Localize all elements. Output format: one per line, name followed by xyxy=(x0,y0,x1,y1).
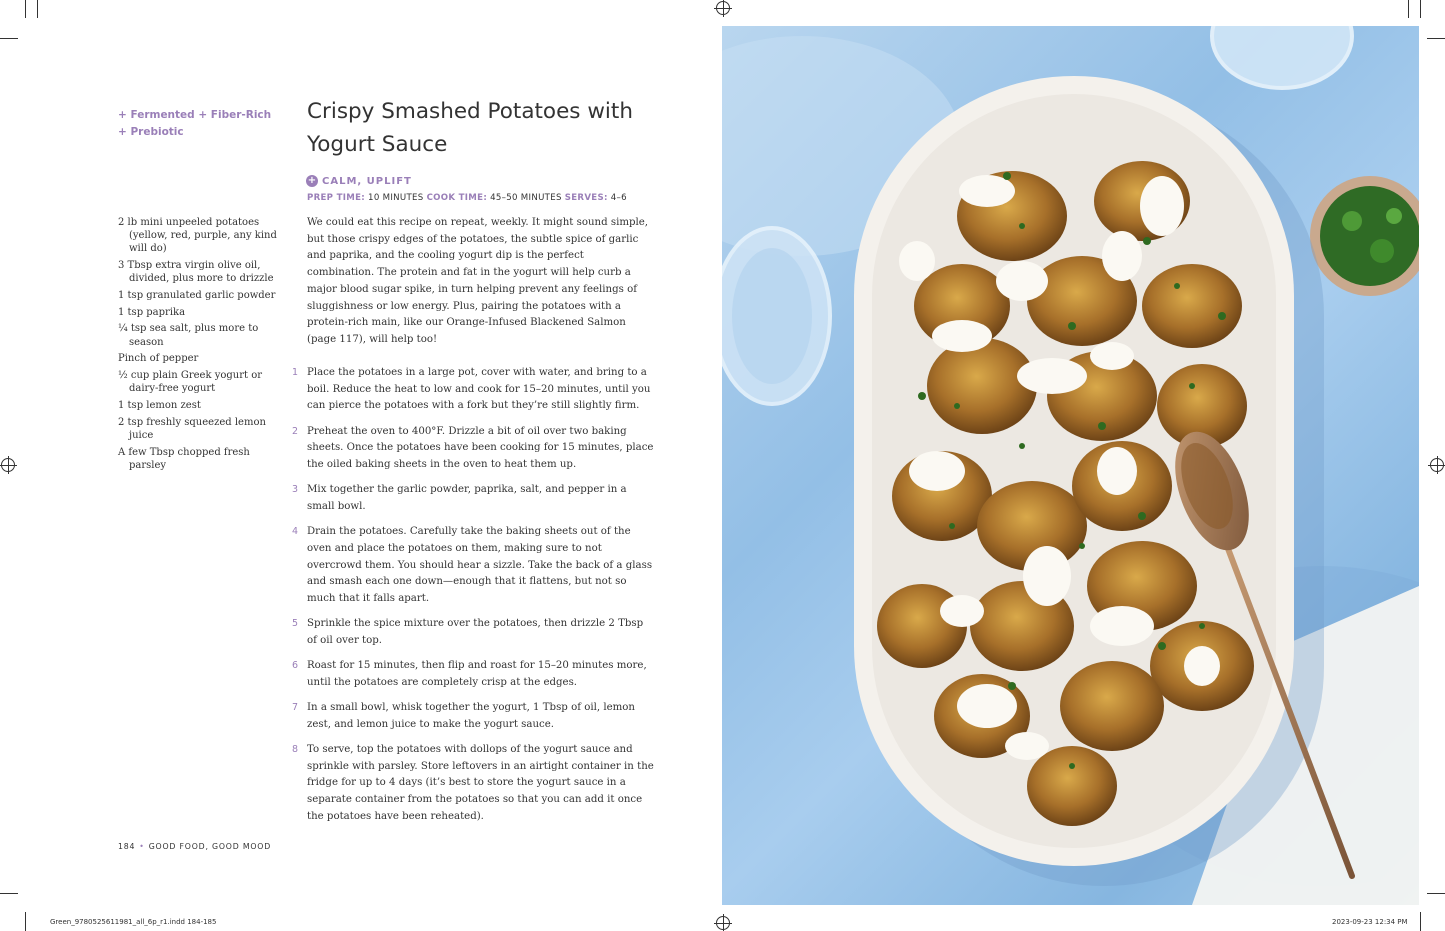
ingredient-item: 1 tsp lemon zest xyxy=(118,399,201,411)
running-head: GOOD FOOD, GOOD MOOD xyxy=(148,842,272,851)
registration-mark-icon xyxy=(716,916,730,930)
step-item xyxy=(292,424,654,474)
ingredient-item: 2 lb mini unpeeled potatoes (yellow, red, purple, any kind will do) xyxy=(118,217,277,255)
step-number: 1 xyxy=(292,367,299,378)
file-slug: Green_9780525611981_all_6p_r1.indd 184-185 xyxy=(50,918,217,926)
ingredient-item: A few Tbsp chopped fresh parsley xyxy=(118,446,250,471)
step-item xyxy=(292,365,654,415)
step-number: 2 xyxy=(292,425,299,437)
crop-mark xyxy=(1427,893,1445,894)
crop-mark xyxy=(0,893,18,894)
step-item xyxy=(292,700,654,733)
mood-label xyxy=(306,175,412,187)
serves-label: SERVES: xyxy=(564,193,608,203)
cook-label: COOK TIME: xyxy=(426,193,488,203)
step-item xyxy=(292,658,654,691)
step-text: Preheat the oven to 400°F. Drizzle a bit of oil over two baking sheets. Once the potatoes have been cooking for 15 minutes, place the oiled baking sheets in the oven to heat them up. xyxy=(307,425,654,471)
crop-mark xyxy=(25,912,26,931)
recipe-photo xyxy=(722,26,1419,905)
mood-text: CALM, UPLIFT xyxy=(322,175,412,187)
cook-value: 45–50 MINUTES xyxy=(490,193,562,203)
crop-mark xyxy=(1408,0,1409,18)
recipe-title: Crispy Smashed Potatoes with Yogurt Sauce xyxy=(307,99,633,157)
registration-mark-icon xyxy=(1430,458,1444,472)
photo-illustration xyxy=(722,26,1419,905)
page-folio xyxy=(118,842,271,851)
step-text: Sprinkle the spice mixture over the potatoes, then drizzle 2 Tbsp of oil over top. xyxy=(307,618,644,646)
step-number: 3 xyxy=(292,484,299,496)
print-timestamp: 2023-09-23 12:34 PM xyxy=(1332,918,1408,926)
step-item xyxy=(292,742,654,826)
crop-mark xyxy=(1427,38,1445,39)
crop-mark xyxy=(1420,912,1421,931)
ingredient-item: ½ cup plain Greek yogurt or dairy-free yogurt xyxy=(118,370,263,395)
ingredient-item: Pinch of pepper xyxy=(118,353,199,365)
step-text: To serve, top the potatoes with dollops of the yogurt sauce and sprinkle with parsley. Store leftovers in an airtight container in the fridge for up to 4 days (it’s best to store the yogurt sauce in a separate container from the potatoes so that you can add it once the potatoes have been reheated). xyxy=(307,743,654,822)
ingredient-item: ¼ tsp sea salt, plus more to season xyxy=(118,323,259,348)
step-text: Drain the potatoes. Carefully take the baking sheets out of the oven and place the potatoes on them, making sure to not overcrowd them. You should hear a sizzle. Take the back of a glass and smash each one down—enough that it flattens, but not so much that it falls apart. xyxy=(307,526,653,604)
recipe-timing xyxy=(307,193,627,203)
step-number: 8 xyxy=(292,743,299,755)
method-steps xyxy=(292,365,654,834)
step-item xyxy=(292,616,654,649)
plus-circle-icon: + xyxy=(307,175,317,186)
bullet-separator: • xyxy=(139,842,145,851)
tag-line: + Fermented + Fiber-Rich xyxy=(118,109,272,121)
step-item xyxy=(292,482,654,515)
registration-mark-icon xyxy=(716,1,730,15)
ingredient-item: 3 Tbsp extra virgin olive oil, divided, plus more to drizzle xyxy=(118,260,274,285)
crop-mark xyxy=(0,38,18,39)
prep-label: PREP TIME: xyxy=(307,193,365,203)
step-number: 7 xyxy=(292,701,299,713)
step-number: 4 xyxy=(292,526,299,538)
step-text: Place the potatoes in a large pot, cover with water, and bring to a boil. Reduce the heat to low and cook for 15–20 minutes, until you can pierce the potatoes with a fork but they’re still slightly firm. xyxy=(307,367,651,412)
prep-value: 10 MINUTES xyxy=(368,193,424,203)
ingredient-item: 1 tsp granulated garlic powder xyxy=(118,290,276,302)
step-text: Mix together the garlic powder, paprika, salt, and pepper in a small bowl. xyxy=(307,484,627,512)
step-item xyxy=(292,524,654,608)
serves-value: 4–6 xyxy=(610,193,627,203)
ingredient-item: 1 tsp paprika xyxy=(118,306,186,318)
step-number: 5 xyxy=(292,618,299,630)
step-text: Roast for 15 minutes, then flip and roast for 15–20 minutes more, until the potatoes are completely crisp at the edges. xyxy=(307,660,647,688)
crop-mark xyxy=(1420,0,1421,18)
crop-mark xyxy=(25,0,26,18)
step-text: In a small bowl, whisk together the yogurt, 1 Tbsp of oil, lemon zest, and lemon juice to make the yogurt sauce. xyxy=(307,701,635,730)
ingredient-item: 2 tsp freshly squeezed lemon juice xyxy=(118,416,266,441)
step-number: 6 xyxy=(292,660,299,672)
registration-mark-icon xyxy=(1,458,15,472)
crop-mark xyxy=(37,0,38,18)
page-number: 184 xyxy=(118,842,136,851)
nutrition-tags xyxy=(118,107,278,141)
ingredient-list xyxy=(118,216,278,475)
recipe-intro: We could eat this recipe on repeat, weekly. It might sound simple, but those crispy edges of the potatoes, the subtle spice of garlic and paprika, and the cooling yogurt dip is the perfect combination. The protein and fat in the yogurt will help curb a major blood sugar spike, in turn helping prevent any feelings of sluggishness or low energy. Plus, pairing the potatoes with a protein-rich main, like our Orange-Infused Blackened Salmon (page 117), will help too! xyxy=(307,217,649,345)
tag-line: + Prebiotic xyxy=(118,126,184,138)
